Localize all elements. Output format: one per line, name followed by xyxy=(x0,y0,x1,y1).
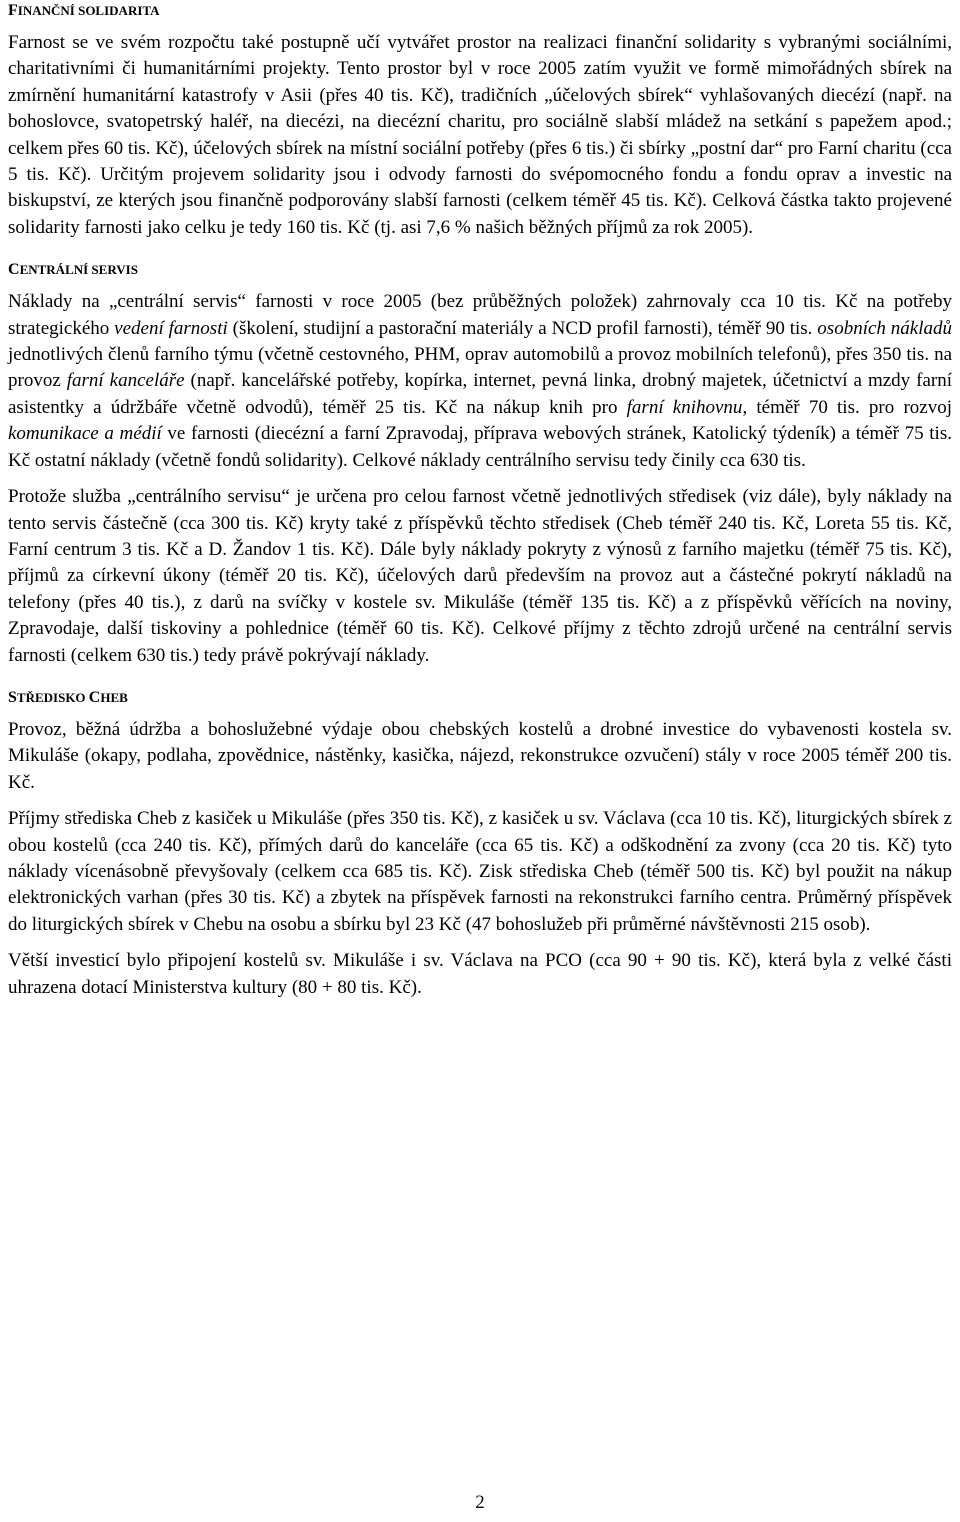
text-run: , téměř 70 tis. pro rozvoj xyxy=(742,396,952,418)
text-run: Protože služba „centrálního servisu“ je určena pro celou farnost včetně jednotlivých středisek (viz dále), byly náklady na tento servis částečně (cca 300 tis. Kč) kryty také z příspěvků těchto středisek (Cheb téměř 240 tis. Kč, Loreta 55 tis. Kč, Farní centrum 3 tis. Kč a D. Žandov 1 tis. Kč). Dále byly náklady pokryty z výnosů z farního majetku (téměř 75 tis. Kč), příjmů za církevní úkony (téměř 20 tis. Kč), účelových darů především na provoz aut a částečné pokrytí nákladů na telefony (přes 40 tis.), z darů na svíčky v kostele sv. Mikuláše (téměř 135 tis. Kč) a z příspěvků věřících na noviny, Zpravodaje, další tiskoviny a pohlednice (téměř 60 tis. Kč). Celkové příjmy z těchto zdrojů určené na centrální servis farnosti (celkem 630 tis.) tedy právě pokrývají náklady. xyxy=(8,486,952,666)
paragraph xyxy=(8,289,952,474)
text-run: Příjmy střediska Cheb z kasiček u Mikuláše (přes 350 tis. Kč), z kasiček u sv. Václava (cca 10 tis. Kč), liturgických sbírek z obou kostelů (cca 240 tis. Kč), přímých darů do kanceláře (cca 65 tis. Kč) a odškodnění za zvony (cca 20 tis. Kč) tyto náklady vícenásobně převyšovaly (celkem cca 685 tis. Kč). Zisk střediska Cheb (téměř 500 tis. Kč) byl použit na nákup elektronických varhan (přes 30 tis. Kč) a zbytek na příspěvek farnosti na rekonstrukci farního centra. Průměrný příspěvek do liturgických sbírek v Chebu na osobu a sbírku byl 23 Kč (47 bohoslužeb při průměrné návštěvnosti 215 osob). xyxy=(8,808,952,935)
emphasis-text: vedení farnosti xyxy=(114,317,228,339)
text-run: jednotlivých členů farního týmu (včetně cestovného, PHM, oprav automobilů a provoz mobilních telefonů), přes 350 tis. na provoz xyxy=(8,344,952,392)
text-run: Větší investicí bylo připojení kostelů sv. Mikuláše i sv. Václava na PCO (cca 90 + 90 tis. Kč), která byla z velké části uhrazena dotací Ministerstva kultury (80 + 80 tis. Kč). xyxy=(8,950,952,998)
section-financni-solidarita xyxy=(8,2,952,241)
text-run: ve farnosti (diecézní a farní Zpravodaj, příprava webových stránek, Katolický týdeník) a téměř 75 tis. Kč ostatní náklady (včetně fondů solidarity). Celkové náklady centrálního servisu tedy činily cca 630 tis. xyxy=(8,423,952,471)
emphasis-text: komunikace a médií xyxy=(8,423,162,445)
emphasis-text: farní knihovnu xyxy=(626,396,743,418)
text-run: Farnost se ve svém rozpočtu také postupně učí vytvářet prostor na realizaci finanční solidarity s vybranými sociálními, charitativními či humanitárními projekty. Tento prostor byl v roce 2005 zatím využit ve formě mimořádných sbírek na zmírnění humanitární katastrofy v Asii (přes 40 tis. Kč), tradičních „účelových sbírek“ vyhlašovaných diecézí (např. na bohoslovce, svatopetrský haléř, na diecézi, na diecézní charitu, pro sociálně slabší mládež na setkání s papežem apod.; celkem přes 60 tis. Kč), účelových sbírek na místní sociální potřeby (přes 6 tis.) či sbírky „postní dar“ pro Farní charitu (cca 5 tis. Kč). Určitým projevem solidarity jsou i odvody farnosti do svépomocného fondu a fondu oprav a investic na biskupství, ze kterých jsou finančně podporovány slabší farnosti (celkem téměř 45 tis. Kč). Celková částka takto projevené solidarity farnosti jako celku je tedy 160 tis. Kč (tj. asi 7,6 % našich běžných příjmů za rok 2005). xyxy=(8,32,952,238)
paragraph xyxy=(8,948,952,1001)
paragraph xyxy=(8,484,952,669)
text-run: (např. kancelářské potřeby, kopírka, internet, pevná linka, drobný majetek, účetnictví a mzdy farní asistentky a údržbáře včetně odvodů), téměř 25 tis. Kč na nákup knih pro xyxy=(8,370,953,418)
paragraph xyxy=(8,806,952,938)
page-number: 2 xyxy=(475,1492,485,1513)
section-centralni-servis xyxy=(8,261,952,669)
section-heading: CENTRÁLNÍ SERVIS xyxy=(8,261,138,279)
text-run: (školení, studijní a pastorační materiály a NCD profil farnosti), téměř 90 tis. xyxy=(227,317,818,339)
text-run: Provoz, běžná údržba a bohoslužebné výdaje obou chebských kostelů a drobné investice do vybavenosti kostela sv. Mikuláše (okapy, podlaha, zpovědnice, nástěnky, kasička, nájezd, rekonstrukce ozvučení) stály v roce 2005 téměř 200 tis. Kč. xyxy=(8,718,952,793)
paragraph xyxy=(8,717,952,796)
emphasis-text: farní kanceláře xyxy=(66,370,185,392)
paragraph xyxy=(8,30,952,241)
section-stredisko-cheb xyxy=(8,689,952,1001)
section-heading: FINANČNÍ SOLIDARITA xyxy=(8,2,160,19)
section-heading: STŘEDISKO CHEB xyxy=(8,688,128,706)
emphasis-text: osobních nákladů xyxy=(817,317,952,339)
text-run: Náklady na „centrální servis“ farnosti v roce 2005 (bez průběžných položek) zahrnovaly cca 10 tis. Kč na potřeby strategického xyxy=(8,291,952,339)
